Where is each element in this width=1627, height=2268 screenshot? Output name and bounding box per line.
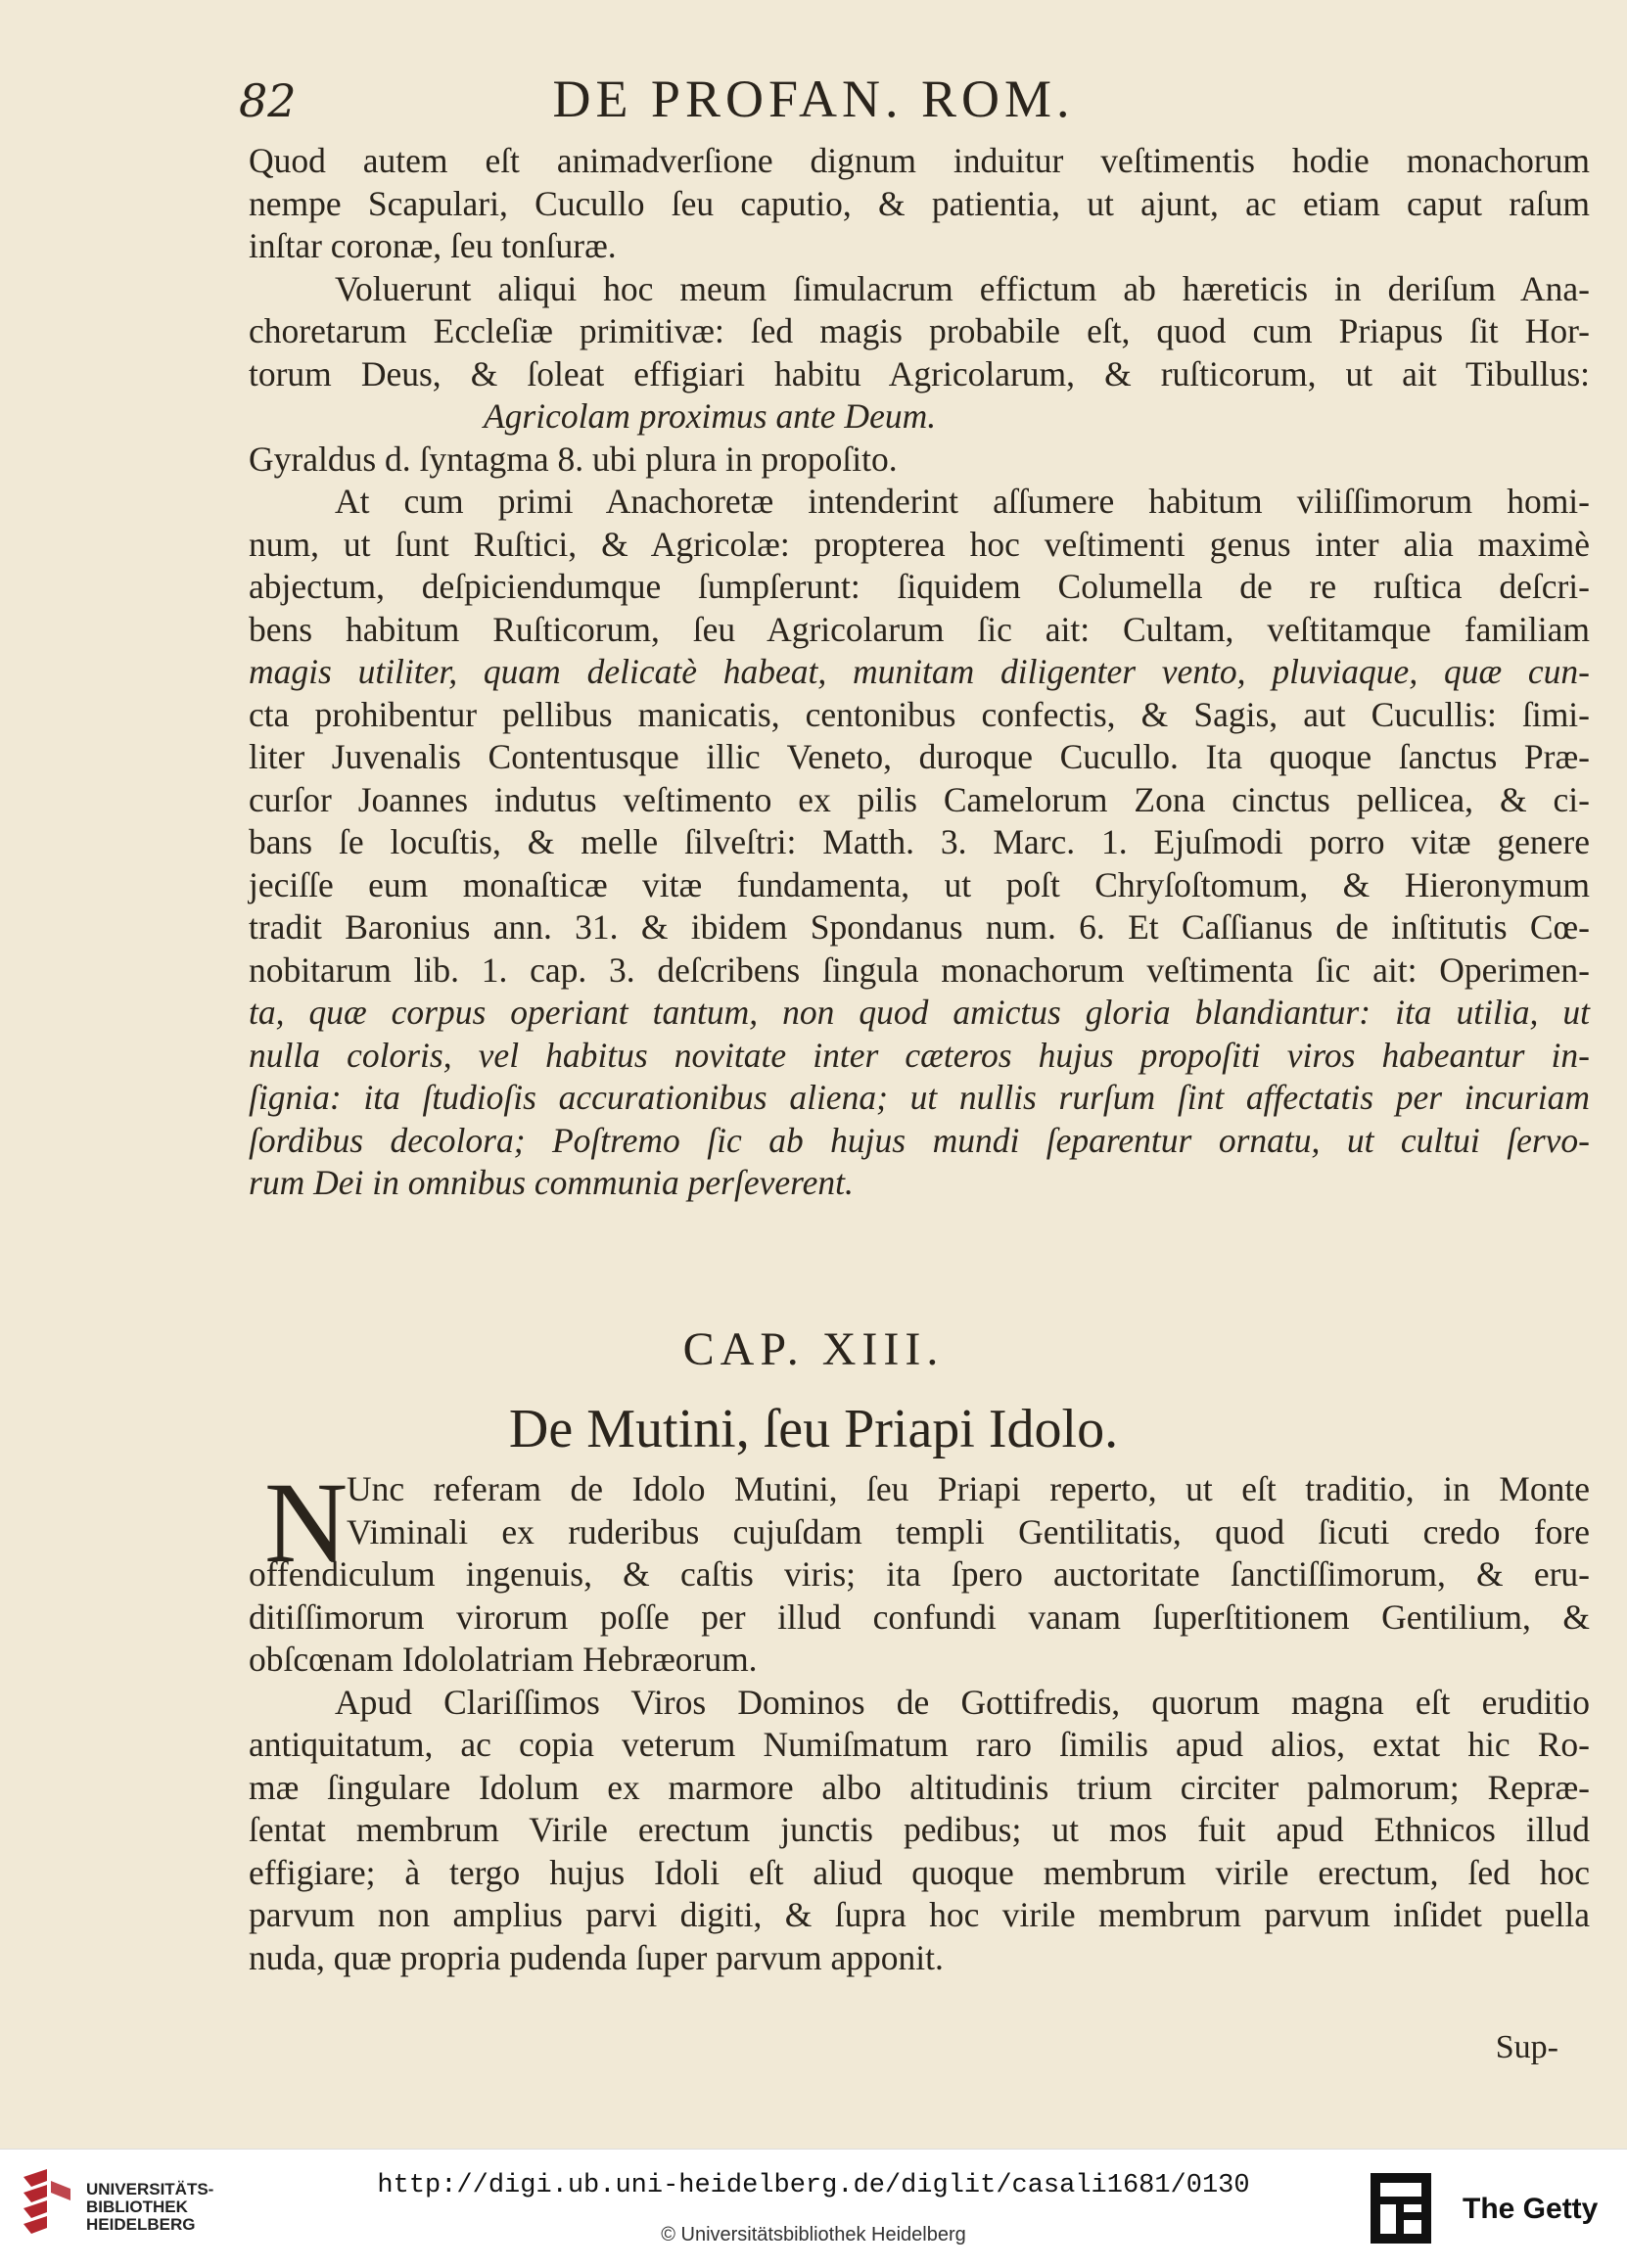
text-line: torum Deus, & ſoleat effigiari habitu Agricolarum, & ruſticorum, ut ait Tibullus: [249,353,1590,393]
text-line: bans ſe locuſtis, & melle ſilveſtri: Matth. 3. Marc. 1. Ejuſmodi porro vitæ genere [249,822,1590,861]
text-line: nuda, quæ propria pudenda ſuper parvum apponit. [249,1937,944,1977]
text-line: cta prohibentur pellibus manicatis, centonibus confectis, & Sagis, aut Cucullis: ſimi- [249,694,1590,734]
text-line: Voluerunt aliqui hoc meum ſimulacrum effictum ab hæreticis in deriſum Ana- [335,268,1590,308]
body-text-section [249,140,1590,1205]
text-line: jeciſſe eum monaſticæ vitæ fundamenta, ut poſt Chryſoſtomum, & Hieronymum [249,864,1590,904]
text-line: nempe Scapulari, Cucullo ſeu caputio, & patientia, ut ajunt, ac etiam caput raſum [249,183,1590,223]
text-line: magis utiliter, quam delicatè habeat, munitam diligenter vento, pluviaque, quæ cun- [249,652,1590,691]
viewer-footer [0,2149,1627,2268]
text-line: effigiare; à tergo hujus Idoli eſt aliud quoque membrum virile erectum, ſed hoc [249,1852,1590,1892]
text-line: offendiculum ingenuis, & caſtis viris; ita ſpero auctoritate ſanctiſſimorum, & eru- [249,1554,1590,1594]
text-line: Apud Clariſſimos Viros Dominos de Gottifredis, quorum magna eſt eruditio [335,1682,1590,1722]
text-line: bens habitum Ruſticorum, ſeu Agricolarum ſic ait: Cultam, veſtitamque familiam [249,609,1590,649]
text-line: parvum non amplius parvi digiti, & ſupra hoc virile membrum parvum inſidet puella [249,1895,1590,1934]
getty-name: The Getty [1463,2193,1599,2225]
text-line: Viminali ex ruderibus cujuſdam templi Gentilitatis, quod ſicuti credo fore [347,1511,1590,1551]
text-line: nobitarum lib. 1. cap. 3. deſcribens ſingula monachorum veſtimenta ſic ait: Operimen- [249,949,1590,990]
quote-line: Agricolam proximus ante Deum. [484,396,937,436]
chapter-body [249,1468,1590,1979]
text-line: Gyraldus d. ſyntagma 8. ubi plura in propoſito. [249,439,898,479]
getty-logo-icon [1369,2171,1433,2245]
chapter-label: CAP. XIII. [682,1323,945,1375]
text-line: rum Dei in omnibus communia perſeverent. [249,1163,854,1202]
ub-name-line: HEIDELBERG [86,2215,196,2234]
copyright-notice: © Universitätsbibliothek Heidelberg [661,2224,966,2245]
text-line: ſignia: ita ſtudioſis accurationibus aliena; ut nullis rurſum ſint affectatis per incuriam [249,1078,1590,1117]
text-line: liter Juvenalis Contentusque illic Veneto, duroque Cucullo. Ita quoque ſanctus Præ- [249,737,1590,776]
ub-name-line: UNIVERSITÄTS- [86,2180,214,2199]
text-line: tradit Baronius ann. 31. & ibidem Spondanus num. 6. Et Caſſianus de inſtitutis Cœ- [249,907,1590,947]
text-line: Unc referam de Idolo Mutini, ſeu Priapi reperto, ut eſt traditio, in Monte [347,1469,1590,1508]
text-line: mæ ſingulare Idolum ex marmore albo altitudinis trium circiter palmorum; Repræ- [249,1767,1590,1807]
text-line: inſtar coronæ, ſeu tonſuræ. [249,226,617,265]
text-line: antiquitatum, ac copia veterum Numiſmatum raro ſimilis apud alios, extat hic Ro- [249,1725,1590,1764]
ub-name-line: BIBLIOTHEK [86,2198,188,2216]
text-line: ſentat membrum Virile erectum junctis pedibus; ut mos fuit apud Ethnicos illud [249,1810,1590,1849]
chapter-title: De Mutini, ſeu Priapi Idolo. [508,1399,1119,1459]
text-line: ditiſſimorum virorum poſſe per illud confundi vanam ſuperſtitionem Gentilium, & [249,1597,1590,1637]
text-line: Quod autem eſt animadverſione dignum induitur veſtimentis hodie monachorum [249,141,1590,180]
running-head: DE PROFAN. ROM. [552,69,1075,128]
text-line: abjectum, deſpiciendumque ſumpſerunt: ſiquidem Columella de re ruſtica deſcri- [249,567,1590,606]
text-line: nulla coloris, vel habitus novitate inter cæteros hujus propoſiti viros habeantur in- [249,1035,1590,1075]
text-line: curſor Joannes indutus veſtimento ex pilis Camelorum Zona cinctus pellicea, & ci- [249,779,1590,819]
text-line: ta, quæ corpus operiant tantum, non quod amictus gloria blandiantur: ita utilia, ut [249,993,1590,1032]
catchword: Sup- [1495,2029,1558,2065]
page-number: 82 [239,74,297,127]
drop-cap: N [264,1458,349,1587]
text-line: num, ut ſunt Ruſtici, & Agricolæ: propterea hoc veſtimenti genus inter alia maximè [249,524,1590,564]
text-line: choretarum Eccleſiæ primitivæ: ſed magis probabile eſt, quod cum Priapus ſit Hor- [249,311,1590,350]
text-line: At cum primi Anachoretæ intenderint aſſumere habitum viliſſimorum homi- [335,482,1590,521]
permalink-url[interactable]: http://digi.ub.uni-heidelberg.de/diglit/casali1681/0130 [377,2171,1250,2200]
text-line: ſordibus decolora; Poſtremo ſic ab hujus mundi ſeparentur ornatu, ut cultui ſervo- [249,1120,1590,1160]
text-line: obſcœnam Idololatriam Hebræorum. [249,1640,758,1679]
chapter-paragraph [249,1468,1590,1682]
